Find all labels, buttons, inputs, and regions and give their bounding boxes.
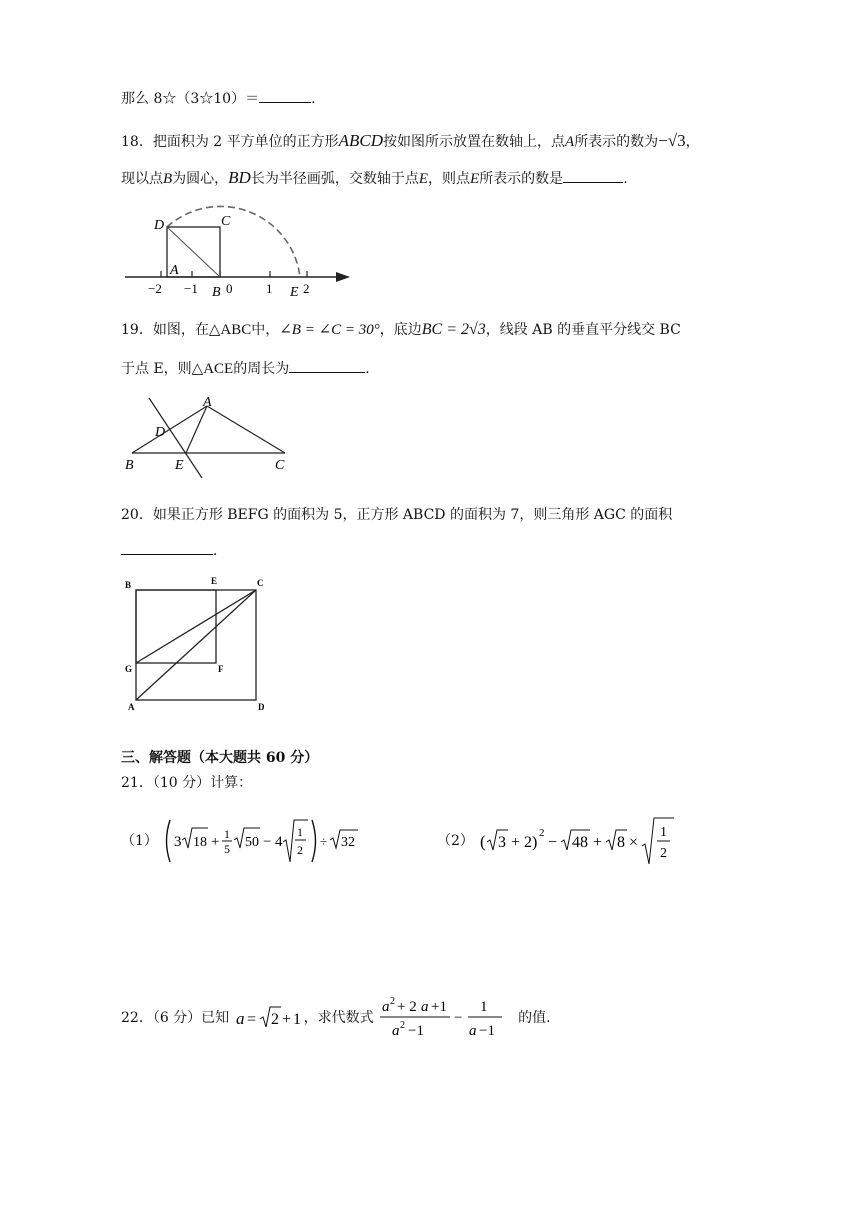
svg-text:48: 48	[572, 834, 589, 851]
svg-text:50: 50	[245, 835, 260, 850]
q18-text-2e: 长为半径画弧，交数轴于点	[250, 171, 419, 187]
q18-text-c: 按如图所示放置在数轴上，点	[383, 134, 566, 150]
svg-text:a: a	[421, 999, 429, 1015]
svg-text:1: 1	[660, 825, 668, 840]
svg-text:a: a	[235, 1009, 245, 1028]
svg-text:32: 32	[341, 835, 356, 850]
q21-part2	[437, 816, 698, 866]
q18-square-name: ABCD	[338, 131, 384, 150]
q21-part2-expression	[478, 816, 698, 866]
svg-text:−1: −1	[479, 1023, 496, 1039]
q20-squares-figure	[120, 574, 280, 714]
svg-text:a: a	[469, 1023, 477, 1039]
q19-label-c: C	[275, 458, 285, 473]
svg-text:−: −	[454, 1010, 463, 1026]
svg-text:1: 1	[292, 1011, 301, 1028]
q20-label-b: B	[125, 580, 132, 590]
q20-label-g: G	[125, 664, 133, 674]
svg-text:×: ×	[629, 834, 639, 851]
q20-text: 20．如果正方形 BEFG 的面积为 5，正方形 ABCD 的面积为 7，则三角形 AGC 的面积	[121, 507, 673, 523]
q21-part1	[121, 816, 362, 866]
q18-value-neg-sqrt3: −√3	[658, 131, 686, 150]
svg-text:2: 2	[660, 846, 668, 861]
q22-text-b: ，求代数式	[303, 1010, 374, 1026]
q18-label-a: A	[170, 263, 179, 278]
q18-text-2c: 为圆心，	[172, 171, 229, 187]
q19-bc-equation: BC = 2√3	[421, 321, 486, 338]
q18-number-line-figure	[120, 205, 360, 300]
q20-line1	[121, 505, 672, 525]
svg-text:2: 2	[400, 1020, 406, 1031]
q18-answer-blank	[563, 168, 623, 183]
svg-text:5: 5	[224, 842, 231, 856]
q19-label-e: E	[175, 458, 184, 473]
q20-segment-gc	[136, 590, 256, 663]
q17-tail-line	[121, 88, 316, 109]
svg-text:2): 2)	[524, 834, 538, 851]
svg-text:3: 3	[498, 834, 507, 851]
q19-text-g: ，线段 AB 的垂直平分线交 BC	[485, 322, 681, 338]
q22-expression	[378, 993, 518, 1043]
svg-text:2: 2	[390, 996, 396, 1007]
q17-tail-text: 那么 8☆（3☆10）＝	[121, 91, 260, 107]
q18-period: .	[623, 171, 628, 187]
q18-arc	[167, 206, 300, 277]
q19-text-c: 中，	[251, 322, 280, 338]
q22-text-c: 的值.	[518, 1010, 551, 1026]
q20-label-e: E	[211, 576, 218, 586]
svg-text:3: 3	[174, 834, 182, 850]
q18-line1	[121, 131, 700, 152]
svg-text:a: a	[392, 1023, 400, 1039]
q18-comma: ，	[685, 134, 700, 150]
q22-given-a	[234, 1003, 304, 1033]
svg-text:+1: +1	[431, 999, 448, 1015]
svg-text:(: (	[480, 832, 487, 851]
q19-line1	[121, 320, 681, 340]
q19-side-ac	[207, 406, 285, 453]
svg-text:18: 18	[193, 835, 208, 850]
q18-tick-label-1: 1	[266, 281, 273, 296]
svg-text:1: 1	[224, 827, 231, 841]
q19-triangle-abc: △ABC	[208, 322, 252, 338]
q18-text-2i: 所表示的数是	[479, 171, 564, 187]
svg-text:2: 2	[297, 843, 304, 857]
q17-answer-blank	[259, 88, 311, 103]
svg-text:÷: ÷	[320, 834, 328, 849]
q19-label-d: D	[155, 425, 166, 440]
q20-label-f: F	[218, 664, 224, 674]
q18-label-b: B	[212, 285, 221, 300]
q18-tick-label-neg2: −2	[148, 281, 162, 296]
q18-tick-label-neg1: −1	[184, 281, 198, 296]
q20-period: .	[213, 543, 218, 559]
q19-label-b: B	[125, 458, 134, 473]
q20-answer-blank	[121, 540, 213, 555]
section3-heading: 三、解答题（本大题共 60 分）	[121, 750, 319, 766]
q19-text-a: 19．如图，在	[121, 322, 209, 338]
q17-period: .	[311, 91, 316, 107]
svg-text:2: 2	[539, 827, 545, 839]
q19-triangle-figure	[120, 393, 300, 483]
svg-text:+: +	[511, 834, 521, 851]
q19-period: .	[365, 361, 370, 377]
q21-title: 21．（10 分）计算：	[121, 775, 253, 791]
q18-axis-arrow	[336, 272, 350, 282]
q18-point-a: A	[565, 134, 575, 150]
q18-point-e2: E	[470, 171, 480, 187]
q18-text-2a: 现以点	[121, 171, 163, 187]
q19-text-2a: 于点 E，则	[121, 361, 192, 377]
q20-label-a: A	[128, 702, 135, 712]
q20-square-befg	[136, 590, 216, 663]
q18-text-a: 18．把面积为 2 平方单位的正方形	[121, 134, 339, 150]
svg-text:2: 2	[270, 1011, 279, 1028]
q20-line2	[121, 540, 217, 561]
q19-triangle-ace: △ACE	[191, 361, 234, 377]
svg-text:−1: −1	[408, 1023, 425, 1039]
q18-text-2g: ，则点	[428, 171, 471, 187]
q19-text-2c: 的周长为	[233, 361, 290, 377]
q18-label-e: E	[290, 285, 299, 300]
q21-part2-label: （2）	[437, 833, 474, 849]
q18-text-e: 所表示的数为	[574, 134, 659, 150]
q18-label-d: D	[154, 218, 165, 233]
svg-text:+: +	[593, 834, 603, 851]
q19-answer-blank	[289, 358, 365, 373]
q21-part1-expression	[162, 816, 362, 866]
svg-text:4: 4	[275, 834, 283, 850]
svg-text:8: 8	[617, 834, 626, 851]
q19-label-a: A	[203, 395, 212, 410]
svg-text:1: 1	[297, 825, 304, 839]
svg-text:+: +	[281, 1011, 291, 1028]
q19-text-e: ，底边	[379, 322, 422, 338]
svg-text:a: a	[382, 999, 390, 1015]
q21-part1-label: （1）	[121, 833, 158, 849]
svg-text:−: −	[263, 834, 272, 850]
q18-point-b: B	[163, 171, 173, 187]
q19-angle-equation: ∠B = ∠C = 30°	[279, 322, 380, 338]
q20-label-d: D	[258, 702, 265, 712]
svg-text:1: 1	[480, 999, 488, 1015]
q18-tick-label-2: 2	[303, 281, 310, 296]
q18-line2	[121, 168, 628, 189]
q22-line	[121, 993, 551, 1043]
q20-segment-ac	[136, 590, 256, 700]
q19-line2	[121, 358, 370, 379]
q18-tick-label-0: 0	[226, 281, 233, 296]
svg-text:−: −	[548, 834, 558, 851]
svg-text:+ 2: + 2	[397, 999, 417, 1015]
svg-text:+: +	[211, 834, 220, 850]
q18-label-c: C	[221, 214, 231, 229]
q20-label-c: C	[257, 578, 264, 588]
q22-text-a: 22．（6 分）已知	[121, 1010, 230, 1026]
q18-point-e: E	[418, 171, 429, 187]
svg-text:=: =	[246, 1011, 256, 1028]
q18-segment-bd: BD	[228, 168, 251, 187]
